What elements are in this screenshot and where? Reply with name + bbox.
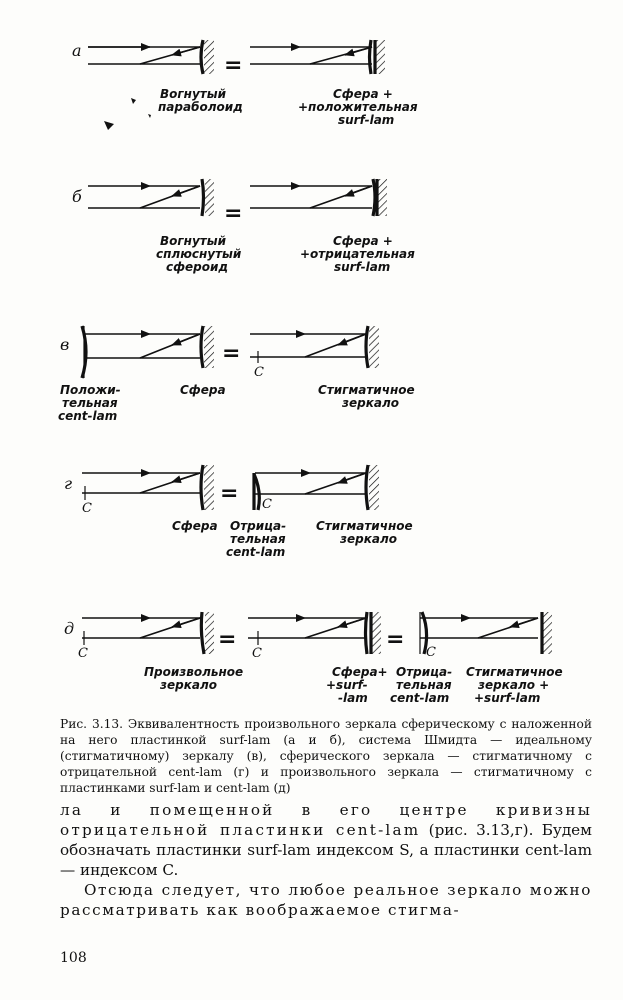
- row-e-letter: д: [64, 619, 75, 638]
- row-b-label-2: сплюснутый: [156, 247, 242, 261]
- row-d-left-diagram: [82, 465, 214, 510]
- row-e-diagram-3: [420, 612, 552, 654]
- row-e-label-3b: тельная: [396, 678, 452, 692]
- row-b-right-label-2: +отрицательная: [300, 247, 415, 261]
- equals-sign: =: [220, 481, 239, 506]
- row-e-label-4b: зеркало +: [478, 678, 550, 692]
- row-a-right-label-2: +положительная: [298, 100, 418, 114]
- row-c-mid-label: Сфера: [180, 383, 226, 397]
- row-e-label-1b: зеркало: [160, 678, 217, 692]
- row-b-right-diagram: [250, 179, 387, 216]
- row-b-right-label-1: Сфера +: [333, 234, 393, 248]
- row-e-diagram-2: [248, 612, 381, 654]
- row-b-right-label-3: surf-lam: [334, 260, 391, 274]
- row-b-letter: б: [72, 187, 82, 206]
- row-a-label-2: параболоид: [158, 100, 243, 114]
- row-d-c-mark-left: C: [82, 501, 92, 516]
- row-e-label-4a: Стигматичное: [466, 665, 563, 679]
- row-a-left-diagram: [88, 40, 214, 74]
- row-a-right-label-1: Сфера +: [333, 87, 393, 101]
- row-a-label-1: Вогнутый: [160, 87, 226, 101]
- row-d-label-2b: тельная: [230, 532, 286, 546]
- row-c-right-label-2: зеркало: [342, 396, 399, 410]
- equals-sign: =: [386, 627, 405, 652]
- row-e-diagram-1: [82, 612, 214, 654]
- row-b-label-1: Вогнутый: [160, 234, 226, 248]
- equals-sign: =: [222, 341, 241, 366]
- row-e-label-2a: Сфера+: [332, 665, 388, 679]
- figure-caption: Рис. 3.13. Эквивалентность произвольного зеркала сферическому с наложенной на него пластинкой surf-lam (а и б), система Шмидта — идеальному (стигматичному) зеркалу (в), сферического зеркала — стигматичному с отрицательной cent-lam (г) и произвольного зеркала — стигматичному с пластинками surf-lam и cent-lam (д): [60, 717, 592, 795]
- row-b-label-3: сфероид: [166, 260, 229, 274]
- row-c-right-label-1: Стигматичное: [318, 383, 415, 397]
- para-1-rest-text: (рис. 3.13,г). Будем обозначать пластинки surf-lam индексом S, а пластинки cent-lam — индексом C.: [60, 821, 592, 879]
- row-e-label-3c: cent-lam: [390, 691, 450, 705]
- equals-sign: =: [224, 53, 243, 78]
- row-d: [64, 465, 413, 559]
- body-paragraph-2: Отсюда следует, что любое реальное зеркало можно рассматривать как воображаемое стигма-: [60, 881, 592, 919]
- row-e-c-mark-2: C: [252, 646, 262, 661]
- row-d-label-3b: зеркало: [340, 532, 397, 546]
- row-e-label-1a: Произвольное: [144, 665, 244, 679]
- row-a-right-diagram: [250, 40, 385, 74]
- row-d-label-1: Сфера: [172, 519, 218, 533]
- row-c-c-mark: C: [254, 365, 264, 380]
- equals-sign: =: [218, 627, 237, 652]
- row-a-right-label-3: surf-lam: [338, 113, 395, 127]
- row-c-right-diagram: [250, 326, 379, 368]
- row-e-label-2c: -lam: [338, 691, 368, 705]
- row-e-label-4c: +surf-lam: [474, 691, 541, 705]
- row-d-c-mark-mid: C: [262, 497, 272, 512]
- row-e-c-mark-1: C: [78, 646, 88, 661]
- row-e: [64, 612, 563, 705]
- row-c-left-diagram: [82, 326, 214, 378]
- para-1-spaced-text: ла и помещенной в его центре кривизны отрицательной пластинки cent-lam: [60, 801, 592, 839]
- row-c: [58, 326, 415, 423]
- row-b-left-diagram: [88, 179, 214, 216]
- row-e-label-3a: Отрица-: [396, 665, 453, 679]
- row-a: [72, 40, 418, 130]
- equals-sign: =: [224, 201, 243, 226]
- row-c-left-label-2: тельная: [62, 396, 118, 410]
- ink-smudge: [104, 98, 151, 130]
- page-number: 108: [60, 950, 87, 966]
- row-e-c-mark-3: C: [426, 645, 436, 660]
- row-b: [72, 179, 415, 274]
- row-e-label-2b: +surf-: [326, 678, 368, 692]
- row-c-left-label-3: cent-lam: [58, 409, 118, 423]
- row-c-left-label-1: Положи-: [60, 383, 121, 397]
- row-d-right-diagram: [254, 465, 379, 510]
- row-c-letter: в: [60, 335, 70, 354]
- row-a-letter: а: [72, 41, 82, 60]
- body-paragraph-1: [60, 800, 592, 880]
- row-d-letter: г: [64, 474, 73, 493]
- row-d-label-2a: Отрица-: [230, 519, 287, 533]
- row-d-label-3a: Стигматичное: [316, 519, 413, 533]
- row-d-label-2c: cent-lam: [226, 545, 286, 559]
